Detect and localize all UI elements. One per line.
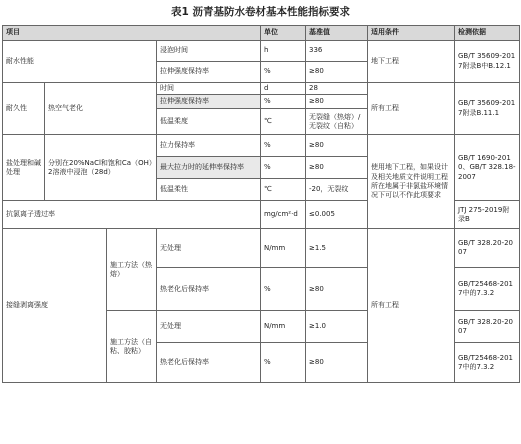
water-cond: 地下工程 xyxy=(368,41,455,83)
header-index: 基准值 xyxy=(306,26,368,41)
water-sub1: 浸泡时间 xyxy=(157,41,261,62)
water-v2: ≥80 xyxy=(306,62,368,83)
durability-u2: % xyxy=(261,95,306,109)
peel-m2s1: 无处理 xyxy=(157,311,261,343)
peel-m1b1: GB/T 328.20-2007 xyxy=(455,229,520,268)
durability-u1: d xyxy=(261,83,306,95)
durability-v1: 28 xyxy=(306,83,368,95)
durability-name: 耐久性 xyxy=(3,83,45,135)
peel-cond: 所有工程 xyxy=(368,229,455,383)
durability-sub3: 低温柔度 xyxy=(157,109,261,135)
salt-name: 盐处理和碱处理 xyxy=(3,135,45,201)
peel-m2v1: ≥1.0 xyxy=(306,311,368,343)
salt-u1: % xyxy=(261,135,306,157)
durability-sub2: 拉伸强度保持率 xyxy=(157,95,261,109)
peel-m2u1: N/mm xyxy=(261,311,306,343)
peel-m2u2: % xyxy=(261,343,306,383)
peel-m1v1: ≥1.5 xyxy=(306,229,368,268)
chloride-basis: JTJ 275-2019附录B xyxy=(455,201,520,229)
table-row xyxy=(3,83,520,95)
requirements-table xyxy=(2,25,520,383)
salt-sub3: 低温柔性 xyxy=(157,179,261,201)
header-unit: 单位 xyxy=(261,26,306,41)
salt-v2: ≥80 xyxy=(306,157,368,179)
water-name: 耐水性能 xyxy=(3,41,157,83)
peel-m2b2: GB/T25468-2017中的7.3.2 xyxy=(455,343,520,383)
peel-m1s2: 热老化后保持率 xyxy=(157,268,261,311)
durability-basis: GB/T 35609-2017附录B.11.1 xyxy=(455,83,520,135)
water-v1: 336 xyxy=(306,41,368,62)
peel-m1v2: ≥80 xyxy=(306,268,368,311)
header-condition: 适用条件 xyxy=(368,26,455,41)
water-sub2: 拉伸强度保持率 xyxy=(157,62,261,83)
durability-cond: 所有工程 xyxy=(368,83,455,135)
peel-name: 接缝剥离强度 xyxy=(3,229,107,383)
table-row xyxy=(3,229,520,268)
water-basis: GB/T 35609-2017附录B中B.12.1 xyxy=(455,41,520,83)
header-basis: 检测依据 xyxy=(455,26,520,41)
peel-m2v2: ≥80 xyxy=(306,343,368,383)
table-row xyxy=(3,135,520,157)
table-title: 表1 沥青基防水卷材基本性能指标要求 xyxy=(171,6,350,18)
durability-cat: 热空气老化 xyxy=(45,83,157,135)
peel-m1b2: GB/T25468-2017中的7.3.2 xyxy=(455,268,520,311)
peel-m1u2: % xyxy=(261,268,306,311)
peel-m2: 施工方法（自粘、胶粘） xyxy=(107,311,157,383)
water-u2: % xyxy=(261,62,306,83)
salt-basis: GB/T 1690-2010、GB/T 328.18-2007 xyxy=(455,135,520,201)
salt-v3: -20，无裂纹 xyxy=(306,179,368,201)
salt-sub1: 拉力保持率 xyxy=(157,135,261,157)
salt-v1: ≥80 xyxy=(306,135,368,157)
water-u1: h xyxy=(261,41,306,62)
peel-m1u1: N/mm xyxy=(261,229,306,268)
peel-m2b1: GB/T 328.20-2007 xyxy=(455,311,520,343)
table-row xyxy=(3,41,520,62)
durability-v2: ≥80 xyxy=(306,95,368,109)
header-item: 项目 xyxy=(3,26,261,41)
durability-v3: 无裂缝（热熔）/无裂纹（自粘） xyxy=(306,109,368,135)
salt-sub2: 最大拉力时的延伸率保持率 xyxy=(157,157,261,179)
chloride-name: 抗氯离子透过率 xyxy=(3,201,261,229)
chloride-unit: mg/cm²·d xyxy=(261,201,306,229)
peel-m2s2: 热老化后保持率 xyxy=(157,343,261,383)
peel-m1s1: 无处理 xyxy=(157,229,261,268)
durability-sub1: 时间 xyxy=(157,83,261,95)
chloride-value: ≤0.005 xyxy=(306,201,368,229)
salt-cond: 使用地下工程，如果设计及相关地质文件说明工程所在地属于非氯盐环境情况下可以不作此项要求 xyxy=(368,135,455,229)
salt-cat: 分别在20%NaCl和饱和Ca（OH）2溶液中浸泡（28d） xyxy=(45,135,157,201)
durability-u3: ℃ xyxy=(261,109,306,135)
salt-u3: ℃ xyxy=(261,179,306,201)
table-header-row xyxy=(3,26,520,41)
salt-u2: % xyxy=(261,157,306,179)
peel-m1: 施工方法（热熔） xyxy=(107,229,157,311)
